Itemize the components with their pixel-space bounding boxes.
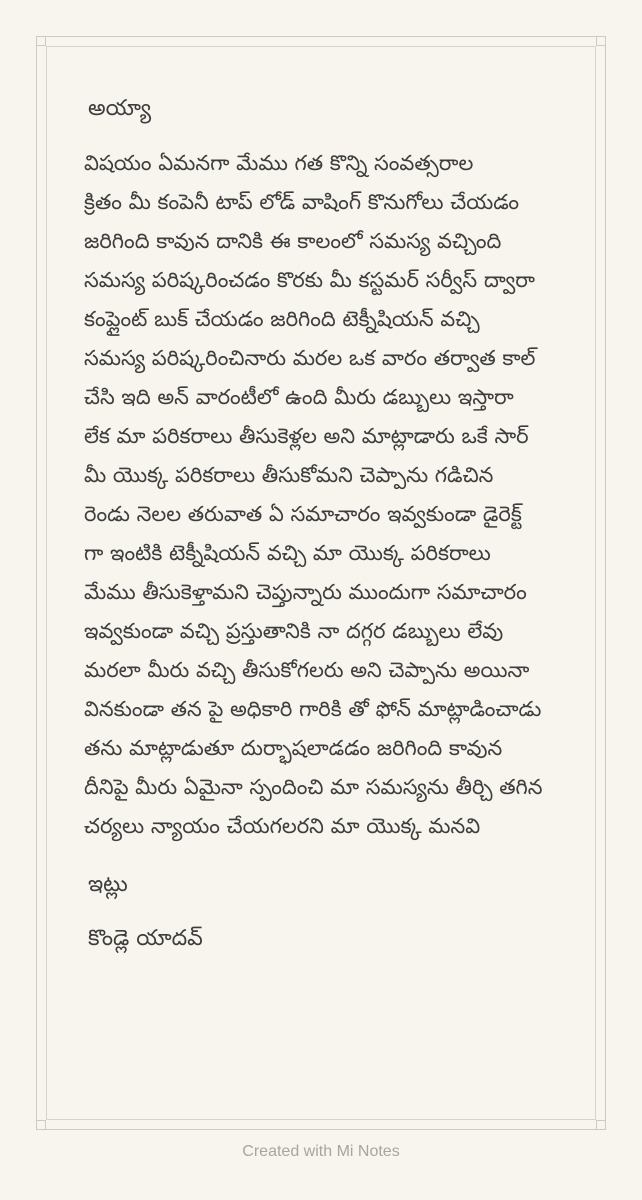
body-line: లేక మా పరికరాలు తీసుకెళ్లల అని మాట్లాడారు ఒకే సార్ (84, 424, 529, 448)
body-line: సమస్య పరిష్కరించడం కొరకు మీ కస్టమర్ సర్వీస్ ద్వారా (84, 268, 535, 292)
closing: ఇట్లు (88, 872, 128, 897)
body-line: సమస్య పరిష్కరించినారు మరల ఒక వారం తర్వాత కాల్ (84, 346, 536, 370)
body-line: విషయం ఏమనగా మేము గత కొన్ని సంవత్సరాల (84, 151, 474, 175)
body-line: చర్యలు న్యాయం చేయగలరని మా యొక్క మనవి (84, 814, 481, 838)
body-line: జరిగింది కావున దానికి ఈ కాలంలో సమస్య వచ్చింది (84, 229, 502, 253)
corner-ornament-top-right (596, 36, 606, 46)
signature: కొండ్లె యాదవ్ (88, 926, 203, 951)
body-line: రెండు నెలల తరువాత ఏ సమాచారం ఇవ్వకుండా డైరెక్ట్ (84, 502, 522, 526)
body-line: ఇవ్వకుండా వచ్చి ప్రస్తుతానికి నా దగ్గర డబ్బులు లేవు (84, 619, 504, 643)
corner-ornament-top-left (36, 36, 46, 46)
body-line: మేము తీసుకెళ్తామని చెప్తున్నారు ముందుగా సమాచారం (84, 580, 527, 604)
letter-body (84, 144, 566, 846)
note-content (84, 92, 566, 956)
body-line: క్రితం మీ కంపెనీ టాప్ లోడ్ వాషింగ్ కొనుగోలు చేయడం (84, 190, 520, 214)
salutation: అయ్యా (88, 96, 152, 121)
body-line: గా ఇంటికి టెక్నీషియన్ వచ్చి మా యొక్క పరికరాలు (84, 541, 491, 565)
corner-ornament-bottom-left (36, 1120, 46, 1130)
corner-ornament-bottom-right (596, 1120, 606, 1130)
body-line: వినకుండా తన పై అధికారి గారికి తో ఫోన్ మాట్లాడించాడు (84, 697, 542, 721)
body-line: చేసి ఇది అన్ వారంటీలో ఉంది మీరు డబ్బులు ఇస్తారా (84, 385, 514, 409)
body-line: తను మాట్లాడుతూ దుర్భాషలాడడం జరిగింది కావున (84, 736, 503, 760)
body-line: కంప్లైంట్ బుక్ చేయడం జరిగింది టెక్నీషియన్ వచ్చి (84, 307, 480, 331)
footer-credit: Created with Mi Notes (242, 1143, 400, 1160)
body-line: దీనిపై మీరు ఏమైనా స్పందించి మా సమస్యను తీర్చి తగిన (84, 775, 543, 799)
body-line: మీ యొక్క పరికరాలు తీసుకోమని చెప్పాను గడిచిన (84, 463, 494, 487)
body-line: మరలా మీరు వచ్చి తీసుకోగలరు అని చెప్పాను అయినా (84, 658, 530, 682)
